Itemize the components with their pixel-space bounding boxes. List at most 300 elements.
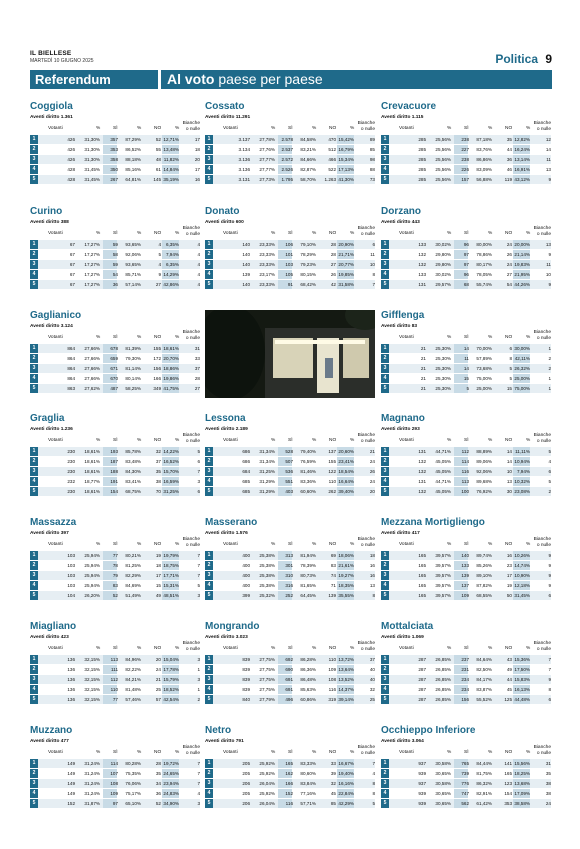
- question-number: 3: [205, 260, 213, 269]
- yes-pct: 76,92%: [476, 489, 492, 494]
- no-pct: 20,70%: [163, 356, 179, 361]
- no-pct: 16,67%: [338, 761, 354, 766]
- no-votes: 43: [506, 657, 512, 662]
- blank-null-votes: 73: [369, 177, 375, 182]
- votanti-value: 230: [67, 489, 75, 494]
- yes-votes: 267: [110, 177, 118, 182]
- table-header: [30, 641, 200, 654]
- no-pct: 42,86%: [163, 282, 179, 287]
- blank-null-votes: 24: [545, 801, 551, 806]
- municipality-panel: [30, 101, 200, 184]
- turnout-pct: 25,56%: [435, 177, 451, 182]
- question-number: 1: [381, 759, 389, 768]
- col-bianche: [180, 745, 200, 756]
- question-number: 1: [30, 759, 38, 768]
- question-number: 5: [30, 799, 38, 808]
- no-pct: 16,16%: [338, 781, 354, 786]
- table-header: [381, 330, 551, 343]
- eligible-voters: Aventi diritto 791: [205, 739, 244, 744]
- municipality-panel: [30, 310, 200, 393]
- no-votes: 54: [506, 282, 512, 287]
- table-header: [205, 121, 375, 134]
- question-number: 2: [205, 250, 213, 259]
- blank-null-votes: 7: [197, 563, 200, 568]
- question-number: 3: [205, 779, 213, 788]
- table-header: [381, 537, 551, 550]
- no-votes: 14: [506, 449, 512, 454]
- table-row: [381, 374, 551, 383]
- col-no: NO: [505, 231, 513, 236]
- votanti-value: 285: [418, 147, 426, 152]
- blank-null-votes: 8: [372, 781, 375, 786]
- question-number: 2: [381, 457, 389, 466]
- turnout-pct: 26,85%: [435, 677, 451, 682]
- votanti-value: 131: [418, 449, 426, 454]
- turnout-pct: 27,73%: [259, 177, 275, 182]
- votanti-value: 21: [420, 346, 426, 351]
- col-bianche: [355, 745, 375, 756]
- no-pct: 7,94%: [165, 252, 179, 257]
- votanti-value: 103: [67, 583, 75, 588]
- yes-votes: 68: [463, 282, 469, 287]
- yes-pct: 68,75%: [125, 489, 141, 494]
- yes-pct: 79,23%: [300, 262, 316, 267]
- no-votes: 28: [155, 761, 161, 766]
- question-number: 3: [205, 675, 213, 684]
- question-number: 1: [381, 344, 389, 353]
- no-pct: 10,26%: [514, 553, 530, 558]
- municipality-panel: [381, 413, 551, 496]
- yes-votes: 188: [110, 469, 118, 474]
- no-pct: 17,13%: [338, 167, 354, 172]
- yes-votes: 496: [285, 697, 293, 702]
- col-pct: %: [447, 231, 452, 236]
- blank-null-votes: 16: [369, 563, 375, 568]
- col-bianche-line1: Bianche: [357, 641, 375, 646]
- votanti-value: 939: [418, 771, 426, 776]
- question-number: 1: [381, 655, 389, 664]
- col-votanti: Votanti: [223, 750, 238, 755]
- col-no: NO: [154, 126, 162, 131]
- blank-null-votes: 2: [548, 489, 551, 494]
- eligible-voters: Aventi diritto 477: [30, 739, 69, 744]
- question-number: 1: [205, 447, 213, 456]
- col-pct: %: [137, 231, 142, 236]
- votanti-value: 132: [418, 252, 426, 257]
- votanti-value: 863: [67, 386, 75, 391]
- table-row: [30, 759, 200, 768]
- yes-pct: 80,21%: [125, 553, 141, 558]
- col-pct: %: [526, 646, 531, 651]
- yes-votes: 108: [110, 781, 118, 786]
- blank-null-votes: 5: [197, 449, 200, 454]
- votanti-value: 139: [242, 272, 250, 277]
- no-pct: 35,55%: [338, 593, 354, 598]
- yes-pct: 80,28%: [125, 761, 141, 766]
- eligible-voters: Aventi diritto 443: [381, 220, 420, 225]
- yes-votes: 165: [285, 761, 293, 766]
- no-votes: 70: [155, 489, 161, 494]
- question-number: 1: [205, 551, 213, 560]
- votanti-value: 939: [418, 801, 426, 806]
- votanti-value: 287: [418, 687, 426, 692]
- yes-pct: 83,76%: [476, 147, 492, 152]
- yes-pct: 89,74%: [476, 553, 492, 558]
- votanti-value: 104: [67, 593, 75, 598]
- no-votes: 116: [328, 687, 336, 692]
- no-votes: 32: [330, 781, 336, 786]
- yes-votes: 113: [110, 657, 118, 662]
- municipality-panel: [205, 517, 375, 600]
- municipality-name: Magnano: [381, 413, 425, 424]
- turnout-pct: 30,02%: [435, 272, 451, 277]
- blank-null-votes: 40: [369, 677, 375, 682]
- col-pct: %: [488, 542, 493, 547]
- yes-votes: 96: [463, 272, 469, 277]
- no-pct: 15,56%: [514, 761, 530, 766]
- municipality-panel: [381, 310, 551, 393]
- votanti-value: 136: [67, 677, 75, 682]
- table-row: [381, 155, 551, 164]
- yes-votes: 191: [110, 479, 118, 484]
- no-votes: 35: [155, 771, 161, 776]
- table-header: [381, 433, 551, 446]
- turnout-pct: 25,30%: [435, 386, 451, 391]
- turnout-pct: 29,80%: [435, 252, 451, 257]
- table-row: [30, 789, 200, 798]
- col-bianche-line1: Bianche: [182, 226, 200, 231]
- blank-null-votes: 9: [548, 563, 551, 568]
- municipality-panel: [381, 206, 551, 289]
- table-row: [381, 457, 551, 466]
- table-row: [30, 571, 200, 580]
- table-row: [381, 165, 551, 174]
- no-votes: 15: [155, 583, 161, 588]
- yes-pct: 85,26%: [476, 563, 492, 568]
- turnout-pct: 25,56%: [435, 147, 451, 152]
- yes-pct: 81,94%: [300, 553, 316, 558]
- banner-headline-bold: Al voto: [167, 71, 215, 87]
- table-row: [30, 457, 200, 466]
- col-si: SÌ: [113, 750, 118, 755]
- col-pct: %: [447, 126, 452, 131]
- no-votes: 13: [506, 479, 512, 484]
- table-row: [30, 477, 200, 486]
- votanti-value: 133: [418, 272, 426, 277]
- yes-votes: 59: [112, 262, 118, 267]
- yes-votes: 91: [287, 282, 293, 287]
- question-number: 3: [381, 260, 389, 269]
- yes-pct: 55,52%: [476, 697, 492, 702]
- yes-votes: 350: [110, 167, 118, 172]
- no-votes: 38: [155, 479, 161, 484]
- no-votes: 57: [155, 697, 161, 702]
- no-votes: 6: [509, 346, 512, 351]
- votanti-value: 287: [418, 657, 426, 662]
- turnout-pct: 25,92%: [259, 791, 275, 796]
- yes-pct: 84,64%: [476, 657, 492, 662]
- yes-votes: 403: [285, 489, 293, 494]
- municipality-panel: [30, 621, 200, 704]
- eligible-voters: Aventi diritto 388: [30, 220, 69, 225]
- turnout-pct: 27,76%: [259, 147, 275, 152]
- no-pct: 42,29%: [338, 801, 354, 806]
- col-bianche: [531, 226, 551, 237]
- table-row: [30, 165, 200, 174]
- no-votes: 52: [155, 801, 161, 806]
- yes-votes: 140: [461, 553, 469, 558]
- votanti-value: 840: [242, 697, 250, 702]
- turnout-pct: 17,27%: [84, 272, 100, 277]
- question-number: 5: [381, 695, 389, 704]
- blank-null-votes: 21: [369, 449, 375, 454]
- turnout-pct: 31,24%: [84, 771, 100, 776]
- question-number: 3: [205, 155, 213, 164]
- table-header: [30, 537, 200, 550]
- table-row: [205, 175, 375, 184]
- blank-null-votes: 3: [197, 479, 200, 484]
- question-number: 4: [30, 477, 38, 486]
- no-votes: 61: [155, 167, 161, 172]
- no-votes: 30: [506, 489, 512, 494]
- col-bianche-line2: o nulle: [185, 126, 200, 132]
- question-number: 2: [205, 665, 213, 674]
- no-votes: 55: [155, 147, 161, 152]
- no-votes: 19: [506, 583, 512, 588]
- no-votes: 28: [330, 252, 336, 257]
- no-pct: 24,83%: [163, 791, 179, 796]
- col-pct: %: [488, 231, 493, 236]
- col-votanti: Votanti: [399, 542, 414, 547]
- turnout-pct: 27,75%: [259, 677, 275, 682]
- no-votes: 165: [504, 771, 512, 776]
- no-pct: 16,52%: [163, 459, 179, 464]
- votanti-value: 839: [242, 667, 250, 672]
- col-pct: %: [96, 646, 101, 651]
- page-header: [30, 50, 552, 66]
- votanti-value: 685: [242, 489, 250, 494]
- eligible-voters: Aventi diritto 1.115: [381, 115, 424, 120]
- table-row: [205, 789, 375, 798]
- turnout-pct: 27,62%: [84, 386, 100, 391]
- no-votes: 4: [158, 242, 161, 247]
- col-si: SÌ: [464, 335, 469, 340]
- blank-null-votes: 85: [369, 147, 375, 152]
- question-number: 4: [381, 165, 389, 174]
- table-row: [30, 260, 200, 269]
- col-votanti: Votanti: [48, 646, 63, 651]
- question-number: 4: [381, 477, 389, 486]
- yes-votes: 301: [285, 563, 293, 568]
- no-votes: 27: [155, 282, 161, 287]
- no-votes: 36: [506, 157, 512, 162]
- col-pct: %: [312, 126, 317, 131]
- votanti-value: 400: [242, 563, 250, 568]
- no-pct: 39,14%: [338, 697, 354, 702]
- yes-pct: 60,60%: [300, 489, 316, 494]
- no-pct: 6,35%: [165, 262, 179, 267]
- table-header: [205, 226, 375, 239]
- question-number: 5: [381, 280, 389, 289]
- col-pct: %: [447, 750, 452, 755]
- col-pct: %: [312, 646, 317, 651]
- section-title: Politica: [495, 52, 538, 66]
- yes-pct: 82,22%: [125, 667, 141, 672]
- no-votes: 26: [330, 272, 336, 277]
- no-votes: 21: [155, 677, 161, 682]
- no-pct: 25,00%: [514, 376, 530, 381]
- yes-votes: 237: [461, 657, 469, 662]
- table-row: [205, 270, 375, 279]
- table-header: [30, 226, 200, 239]
- blank-null-votes: 18: [194, 147, 200, 152]
- turnout-pct: 25,30%: [435, 366, 451, 371]
- question-number: 1: [381, 551, 389, 560]
- no-pct: 15,31%: [163, 583, 179, 588]
- blank-null-votes: 7: [372, 761, 375, 766]
- yes-pct: 84,17%: [476, 677, 492, 682]
- table-header: [30, 745, 200, 758]
- votanti-value: 103: [67, 563, 75, 568]
- question-number: 4: [30, 581, 38, 590]
- no-pct: 31,58%: [338, 282, 354, 287]
- table-row: [381, 779, 551, 788]
- col-pct: %: [526, 126, 531, 131]
- col-bianche: [355, 226, 375, 237]
- yes-votes: 103: [285, 262, 293, 267]
- votanti-value: 67: [69, 252, 75, 257]
- yes-pct: 57,14%: [125, 282, 141, 287]
- table-row: [381, 655, 551, 664]
- col-bianche-line1: Bianche: [533, 537, 551, 542]
- table-row: [381, 571, 551, 580]
- turnout-pct: 30,02%: [435, 242, 451, 247]
- table-row: [30, 155, 200, 164]
- votanti-value: 428: [67, 167, 75, 172]
- table-header: [30, 433, 200, 446]
- col-bianche-line2: o nulle: [185, 335, 200, 341]
- yes-votes: 139: [461, 573, 469, 578]
- yes-pct: 86,48%: [300, 677, 316, 682]
- blank-null-votes: 9: [548, 177, 551, 182]
- col-pct: %: [447, 646, 452, 651]
- blank-null-votes: 7: [197, 469, 200, 474]
- yes-pct: 89,68%: [476, 479, 492, 484]
- municipality-name: Mezzana Mortigliengo: [381, 517, 485, 528]
- yes-pct: 87,18%: [476, 137, 492, 142]
- yes-pct: 86,32%: [476, 781, 492, 786]
- yes-pct: 84,44%: [476, 761, 492, 766]
- col-pct: %: [488, 335, 493, 340]
- no-votes: 353: [504, 801, 512, 806]
- blank-null-votes: 6: [548, 593, 551, 598]
- municipality-name: Gaglianico: [30, 310, 82, 321]
- no-votes: 24: [506, 242, 512, 247]
- no-pct: 14,29%: [163, 272, 179, 277]
- yes-votes: 1.795: [281, 177, 293, 182]
- votanti-value: 426: [67, 147, 75, 152]
- no-votes: 137: [328, 449, 336, 454]
- col-bianche: [180, 121, 200, 132]
- question-number: 4: [205, 270, 213, 279]
- yes-votes: 678: [110, 346, 118, 351]
- question-number: 4: [205, 165, 213, 174]
- no-votes: 45: [330, 791, 336, 796]
- question-number: 3: [30, 260, 38, 269]
- votanti-value: 285: [418, 157, 426, 162]
- turnout-pct: 26,85%: [435, 667, 451, 672]
- no-pct: 18,06%: [338, 553, 354, 558]
- turnout-pct: 17,27%: [84, 282, 100, 287]
- question-number: 5: [205, 280, 213, 289]
- col-no: NO: [329, 231, 337, 236]
- question-number: 3: [381, 571, 389, 580]
- yes-pct: 86,86%: [476, 157, 492, 162]
- no-pct: 18,86%: [163, 366, 179, 371]
- votanti-value: 140: [242, 252, 250, 257]
- question-number: 1: [205, 135, 213, 144]
- col-si: SÌ: [288, 438, 293, 443]
- table-row: [205, 571, 375, 580]
- yes-pct: 89,10%: [476, 573, 492, 578]
- yes-pct: 88,18%: [125, 157, 141, 162]
- no-pct: 31,25%: [163, 489, 179, 494]
- col-pct: %: [271, 542, 276, 547]
- table-row: [30, 467, 200, 476]
- no-votes: 42: [330, 282, 336, 287]
- blank-null-votes: 26: [369, 469, 375, 474]
- no-votes: 35: [506, 137, 512, 142]
- municipality-panel: [381, 725, 551, 808]
- question-number: 5: [30, 175, 38, 184]
- col-bianche-line1: Bianche: [533, 641, 551, 646]
- blank-null-votes: 9: [548, 252, 551, 257]
- col-pct: %: [175, 335, 180, 340]
- table-row: [30, 374, 200, 383]
- municipality-panel: [205, 621, 375, 704]
- votanti-value: 230: [67, 459, 75, 464]
- table-row: [30, 135, 200, 144]
- question-number: 4: [381, 789, 389, 798]
- votanti-value: 285: [418, 167, 426, 172]
- table-row: [205, 551, 375, 560]
- eligible-voters: Aventi diritto 417: [381, 531, 420, 536]
- no-pct: 15,70%: [163, 469, 179, 474]
- municipality-panel: [205, 413, 375, 496]
- turnout-pct: 18,61%: [84, 459, 100, 464]
- no-pct: 11,82%: [163, 157, 179, 162]
- yes-pct: 80,60%: [300, 771, 316, 776]
- yes-pct: 64,45%: [300, 593, 316, 598]
- no-votes: 25: [155, 687, 161, 692]
- municipality-panel: [381, 517, 551, 600]
- no-pct: 48,51%: [163, 593, 179, 598]
- yes-pct: 81,75%: [476, 771, 492, 776]
- col-pct: %: [175, 438, 180, 443]
- col-pct: %: [137, 335, 142, 340]
- no-votes: 71: [330, 583, 336, 588]
- turnout-pct: 23,33%: [259, 282, 275, 287]
- eligible-voters: Aventi diritto 3.064: [381, 739, 424, 744]
- no-pct: 10,94%: [514, 459, 530, 464]
- blank-null-votes: 8: [372, 272, 375, 277]
- col-pct: %: [96, 126, 101, 131]
- votanti-value: 165: [418, 583, 426, 588]
- col-votanti: Votanti: [223, 231, 238, 236]
- col-no: NO: [329, 750, 337, 755]
- col-votanti: Votanti: [223, 438, 238, 443]
- col-pct: %: [96, 231, 101, 236]
